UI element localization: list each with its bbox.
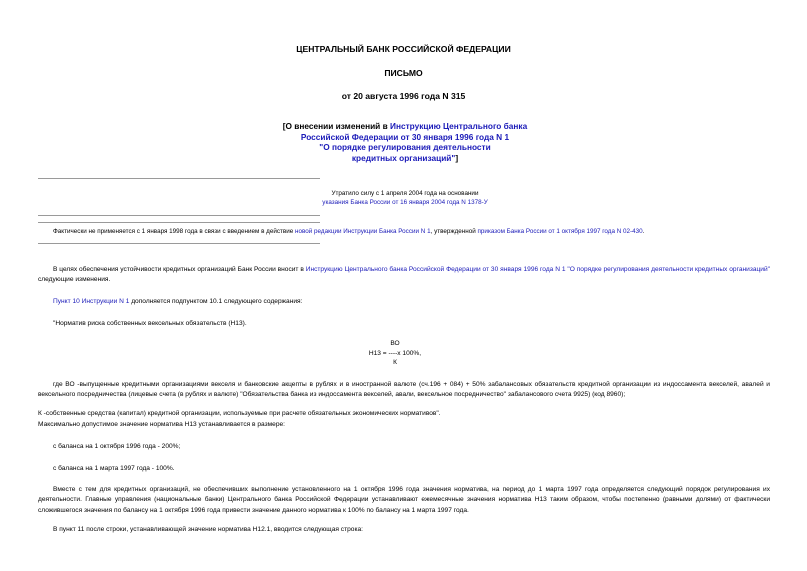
paragraph: с баланса на 1 марта 1997 года - 100%.: [53, 465, 175, 472]
formula-main: Н13 = ----х 100%,: [368, 350, 422, 357]
note-text: .: [642, 228, 645, 235]
note-new-edition-link[interactable]: новой редакции Инструкции Банка России N 1: [295, 228, 431, 235]
title-prefix: О внесении изменений в: [285, 121, 390, 131]
separator-rule: [38, 178, 320, 179]
doc-type-heading: ПИСЬМО: [384, 68, 423, 78]
title-open-bracket: [: [282, 121, 286, 131]
org-heading: ЦЕНТРАЛЬНЫЙ БАНК РОССИЙСКОЙ ФЕДЕРАЦИИ: [296, 44, 511, 54]
paragraph: Максимально допустимое значение норматива Н13 устанавливается в размере:: [38, 421, 286, 428]
paragraph-text: следующие изменения.: [38, 276, 111, 284]
separator-rule: [38, 243, 320, 244]
application-note: [53, 227, 783, 236]
title-line-2[interactable]: Российской Федерации от 30 января 1996 года N 1: [300, 131, 510, 142]
paragraph: с баланса на 1 октября 1996 года - 200%;: [53, 443, 181, 450]
paragraph: [53, 297, 770, 307]
clause-10-link[interactable]: Пункт 10 Инструкции N 1: [53, 298, 130, 305]
title-line-3[interactable]: "О порядке регулирования деятельности: [319, 142, 491, 152]
paragraph: Вместе с тем для кредитных организаций, не обеспечивших выполнение установленного на 1 октября 1996 года значения норматива, на период до 1 марта 1997 года определяется следующий порядок регулирования их деятельности. Главные управления (национальные банки) Центрального банка Российской Федерации устанавливают ежемесячные значения норматива Н13 таким образом, чтобы постепенно (равными долями) от фактически сложившегося значения по балансу на 1 октября 1996 года привести значение данного норматива к 100% по балансу на 1 марта 1997 года.: [38, 486, 770, 514]
validity-notice-text: Утратило силу с 1 апреля 2004 года на основании: [331, 190, 479, 197]
formula-denominator: К: [393, 359, 397, 366]
note-text: Фактически не применяется с 1 января 1998 года в связи с введением в действие: [53, 228, 296, 235]
paragraph: К -собственные средства (капитал) кредитной организации, используемые при расчете обязательных экономических нормативов".: [38, 410, 441, 417]
paragraph: [38, 265, 770, 286]
title-instruction-link[interactable]: Инструкцию Центрального банка: [390, 121, 528, 131]
validity-notice-link[interactable]: указания Банка России от 16 января 2004 года N 1378-У: [322, 199, 488, 206]
formula-numerator: ВО: [390, 340, 400, 347]
note-text: , утвержденной: [430, 228, 478, 235]
date-number-heading: от 20 августа 1996 года N 315: [341, 91, 466, 101]
paragraph: В пункт 11 после строки, устанавливающей значение норматива Н12.1, вводится следующая строка:: [53, 526, 363, 533]
paragraph: где ВО -выпущенные кредитными организациями векселя и банковские акцепты в рублях и в иностранной валюте (сч.196 + 084) + 50% забалансовых обязательств кредитной организации из индоссамента векселей, авалей и вексельного посредничества (лицевые счета (в рублях и валюте) "Обязательства банка из индоссамента векселей, авали, вексельное посредничество" забалансового счета 9925) (код 8960);: [38, 381, 770, 399]
validity-notice: [250, 189, 560, 207]
document-title: [250, 121, 560, 163]
title-line-4[interactable]: кредитных организаций": [351, 152, 456, 163]
note-order-link[interactable]: приказом Банка России от 1 октября 1997 года N 02-430: [477, 228, 643, 235]
separator-rule: [38, 215, 320, 216]
instruction-link[interactable]: Инструкцию Центрального банка Российской Федерации от 30 января 1996 года N 1 "О порядке регулирования деятельности кредитных организаций": [305, 266, 770, 273]
paragraph-text: В целях обеспечения устойчивости кредитных организаций Банк России вносит в: [53, 266, 306, 273]
title-close-bracket: ]: [455, 152, 459, 163]
paragraph: "Норматив риска собственных вексельных обязательств (Н13).: [53, 320, 247, 327]
paragraph-text: дополняется подпунктом 10.1 следующего содержания:: [129, 298, 303, 305]
separator-rule: [38, 222, 320, 223]
